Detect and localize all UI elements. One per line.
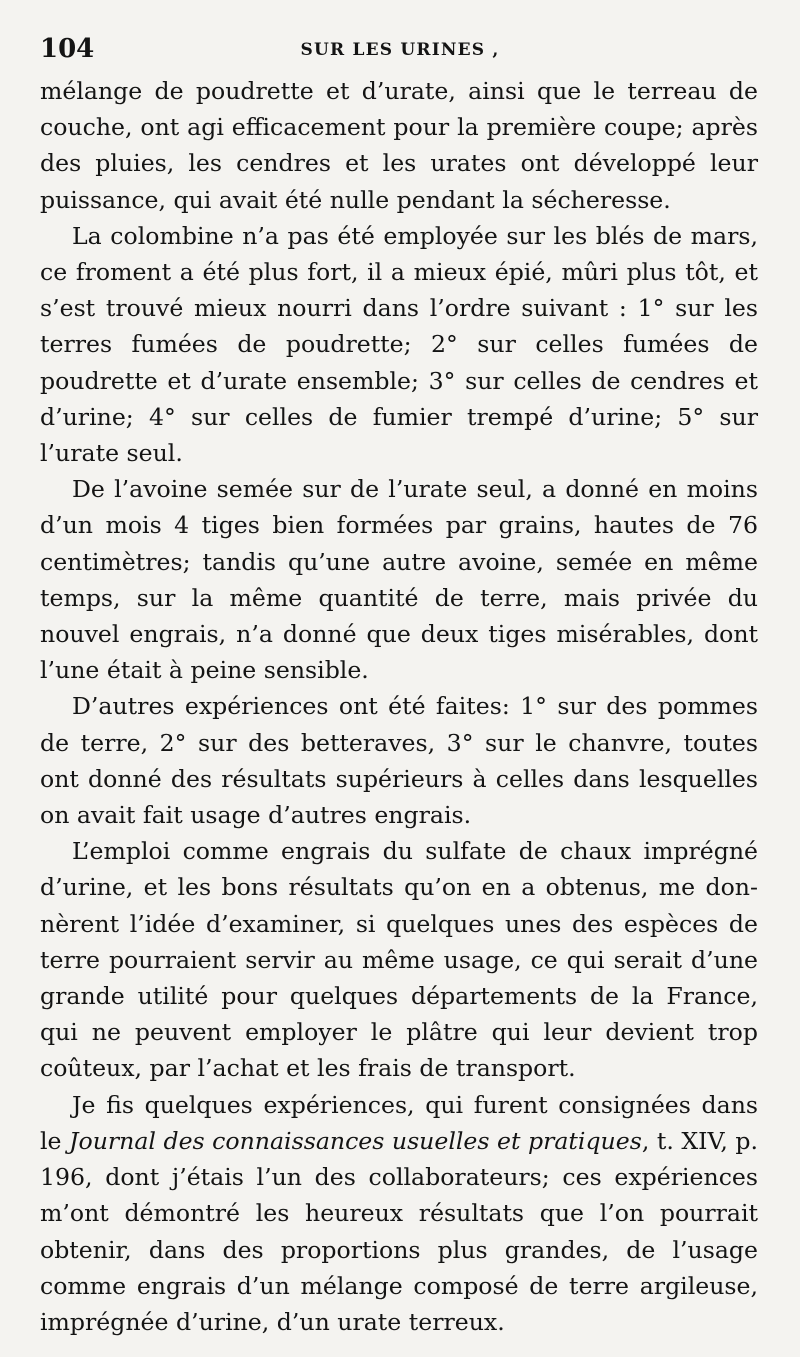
paragraph: La colombine n’a pas été employée sur les blés de mars, ce froment a été plus fort, il a mieux épié, mûri plus tôt, et s’est trouvé mieux nourri dans l’ordre suivant : 1° sur les terres fumées de poudrette; 2° sur celles fumées de poudrette et d’urate ensemble; 3° sur celles de cendres et d’urine; 4° sur celles de fumier trempé d’urine; 5° sur l’urate seul.: [40, 221, 758, 468]
paragraph-continuation: mélange de poudrette et d’urate, ainsi que le terreau de couche, ont agi efficacement pour la première coupe; après des pluies, les cendres et les urates ont développé leur puissance, qui avait été nulle pendant la sécheresse.: [40, 77, 758, 214]
paragraph: [40, 1087, 758, 1340]
page-header: [40, 34, 760, 74]
paragraph-text: , t. XIV, p. 196, dont j’étais l’un des collaborateurs; ces expériences m’ont démontré les heureux résultats que l’on pourrait obtenir, dans des proportions plus grandes, de l’usage comme engrais d’un mélange composé de terre argileuse, imprégnée d’urine, d’un urate terreux.: [40, 1126, 758, 1336]
body-text: [40, 73, 758, 1340]
paragraph-text: Je fis quelques expériences, qui furent consignées dans le: [40, 1090, 758, 1155]
journal-title: Journal des connaissances usuelles et pratiques: [69, 1126, 642, 1155]
page-number: 104: [40, 34, 95, 64]
paragraph: L’emploi comme engrais du sulfate de chaux imprégné d’urine, et les bons résultats qu’on en a obtenus, me donnèrent l’idée d’examiner, si quelques unes des espèces de terre pourraient servir au même usage, ce qui serait d’une grande utilité pour quelques départements de la France, qui ne peuvent employer le plâtre qui leur devient trop coûteux, par l’achat et les frais de transport.: [40, 837, 758, 1083]
paragraph: D’autres expériences ont été faites: 1° sur des pommes de terre, 2° sur des betteraves, 3° sur le chanvre, toutes ont donné des résultats supérieurs à celles dans lesquelles on avait fait usage d’autres engrais.: [40, 692, 758, 830]
paragraph: De l’avoine semée sur de l’urate seul, a donné en moins d’un mois 4 tiges bien formées par grains, hautes de 76 centimètres; tandis qu’une autre avoine, semée en même temps, sur la même quantité de terre, mais privée du nouvel engrais, n’a donné que deux tiges misérables, dont l’une était à peine sensible.: [40, 475, 758, 685]
running-head: SUR LES URINES ,: [300, 40, 500, 60]
